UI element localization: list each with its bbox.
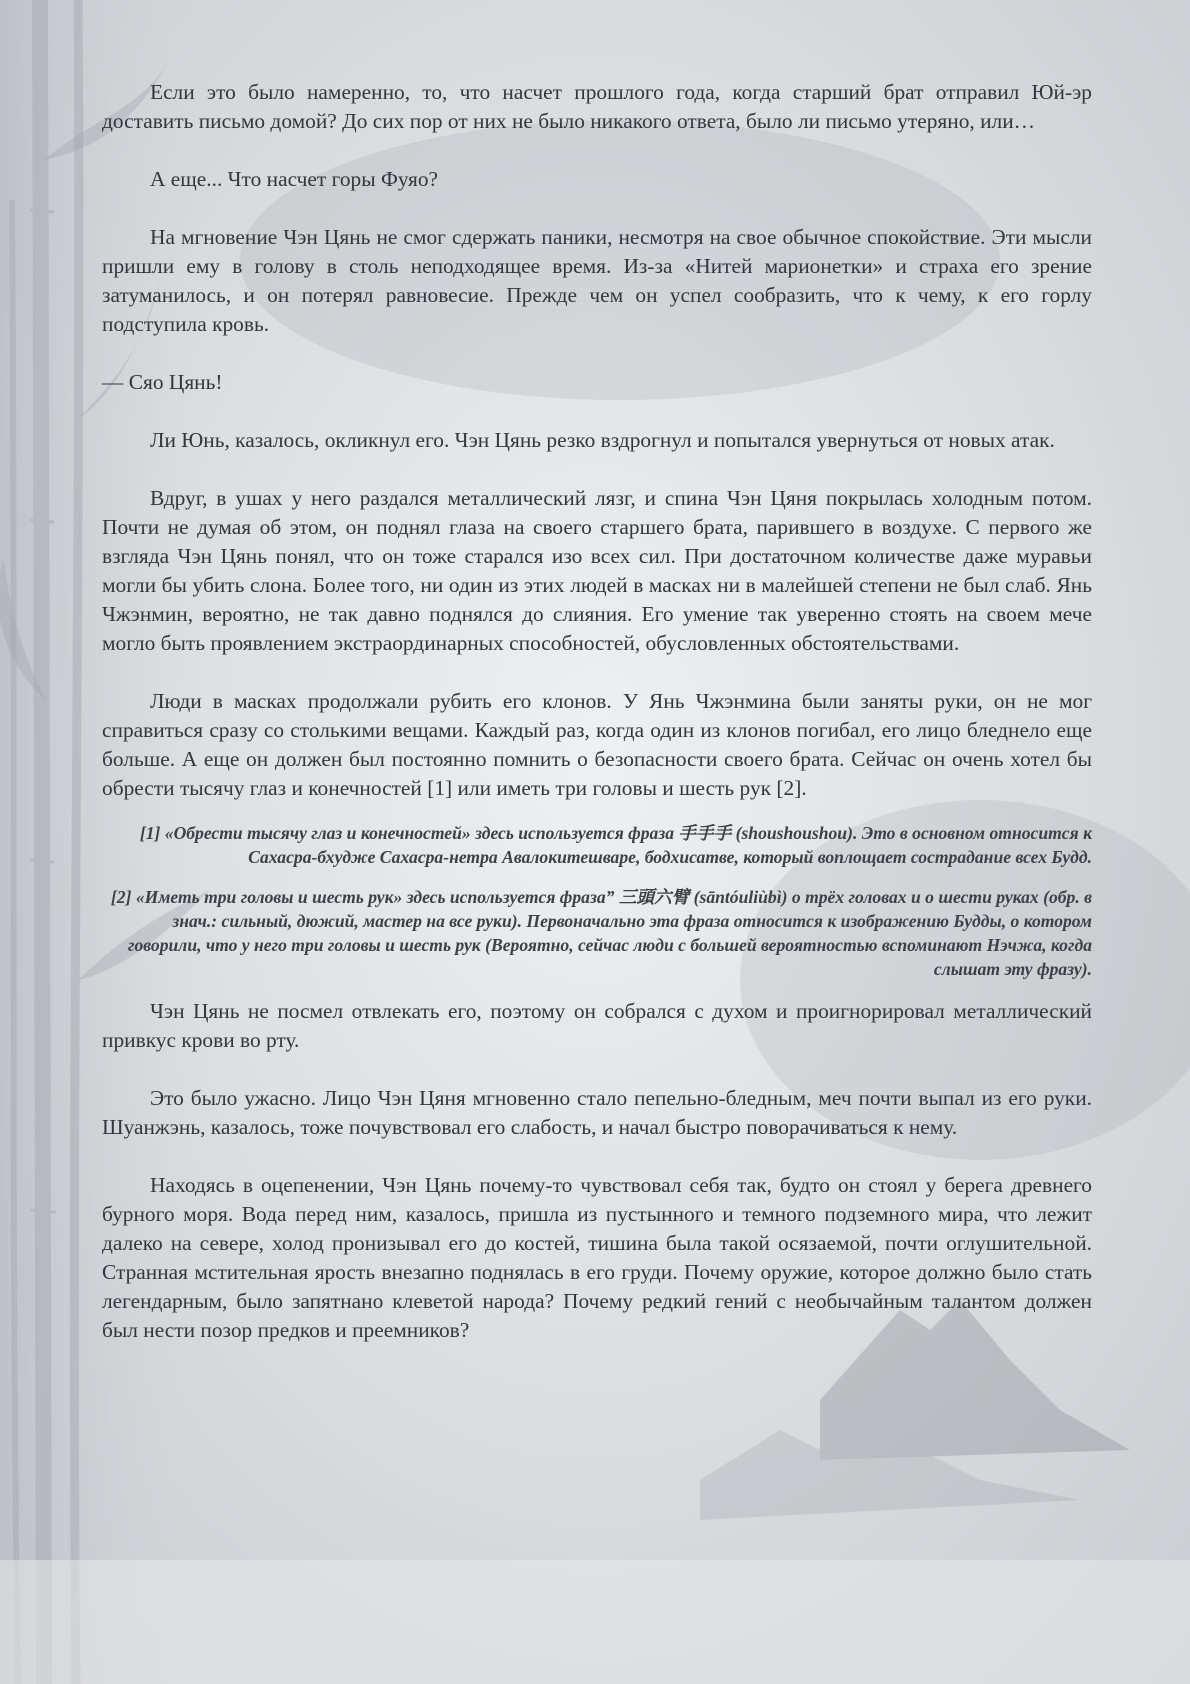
paragraph-5: Ли Юнь, казалось, окликнул его. Чэн Цянь резко вздрогнул и попытался увернуться от новых атак. xyxy=(150,428,1055,452)
footnote-1: [1] «Обрести тысячу глаз и конечностей» здесь используется фраза 手手手 (shoushoushou). Это в основном относится к Сахасра-бхудже Сахасра-нетра Авалокитешваре, бодхисатве, который воплощает сострадание всех Будд. xyxy=(139,823,1092,867)
paragraph-9: Это было ужасно. Лицо Чэн Цяня мгновенно стало пепельно-бледным, меч почти выпал из его руки. Шуанжэнь, казалось, тоже почувствовал его слабость, и начал быстро поворачиваться к нему. xyxy=(102,1086,1092,1139)
paragraph-2: А еще... Что насчет горы Фуяо? xyxy=(150,167,439,191)
paragraph-1: Если это было намеренно, то, что насчет прошлого года, когда старший брат отправил Юй-эр доставить письмо домой? До сих пор от них не было никакого ответа, было ли письмо утеряно, или… xyxy=(102,80,1092,133)
paragraph-10: Находясь в оцепенении, Чэн Цянь почему-то чувствовал себя так, будто он стоял у берега древнего бурного моря. Вода перед ним, казалось, пришла из пустынного и темного подземного мира, что лежит далеко на севере, холод пронизывал его до костей, тишина была такой осязаемой, почти оглушительной. Странная мстительная ярость внезапно поднялась в его груди. Почему оружие, которое должно было стать легендарным, было запятнано клеветой народа? Почему редкий гений с необычайным талантом должен был нести позор предков и преемников? xyxy=(102,1173,1092,1342)
paragraph-4-dialogue: — Сяо Цянь! xyxy=(102,370,223,394)
paragraph-8: Чэн Цянь не посмел отвлекать его, поэтому он собрался с духом и проигнорировал металлический привкус крови во рту. xyxy=(102,999,1092,1052)
paragraph-7: Люди в масках продолжали рубить его клонов. У Янь Чжэнмина были заняты руки, он не мог справиться сразу со столькими вещами. Каждый раз, когда один из клонов погибал, его лицо бледнело еще больше. А еще он должен был постоянно помнить о безопасности своего брата. Сейчас он очень хотел бы обрести тысячу глаз и конечностей [1] или иметь три головы и шесть рук [2]. xyxy=(102,689,1092,800)
document-page xyxy=(102,78,1092,1374)
footnote-2: [2] «Иметь три головы и шесть рук» здесь используется фраза” 三頭六臂 (sāntóuliùbì) о трёх головах и о шести руках (обр. в знач.: сильный, дюжий, мастер на все руки). Первоначально эта фраза относится к изображению Будды, о котором говорили, что у него три головы и шесть рук (Вероятно, сейчас люди с большей вероятностью вспоминают Нэчжа, когда слышат эту фразу). xyxy=(110,887,1092,979)
paragraph-6: Вдруг, в ушах у него раздался металлический лязг, и спина Чэн Цяня покрылась холодным потом. Почти не думая об этом, он поднял глаза на своего старшего брата, парившего в воздухе. С первого же взгляда Чэн Цянь понял, что он тоже старался изо всех сил. При достаточном количестве даже муравьи могли бы убить слона. Более того, ни один из этих людей в масках ни в малейшей степени не был слаб. Янь Чжэнмин, вероятно, не так давно поднялся до слияния. Его умение так уверенно стоять на своем мече могло быть проявлением экстраординарных способностей, обусловленных обстоятельствами. xyxy=(102,486,1092,655)
paragraph-3: На мгновение Чэн Цянь не смог сдержать паники, несмотря на свое обычное спокойствие. Эти мысли пришли ему в голову в столь неподходящее время. Из-за «Нитей марионетки» и страха его зрение затуманилось, и он потерял равновесие. Прежде чем он успел сообразить, что к чему, к его горлу подступила кровь. xyxy=(102,225,1092,336)
